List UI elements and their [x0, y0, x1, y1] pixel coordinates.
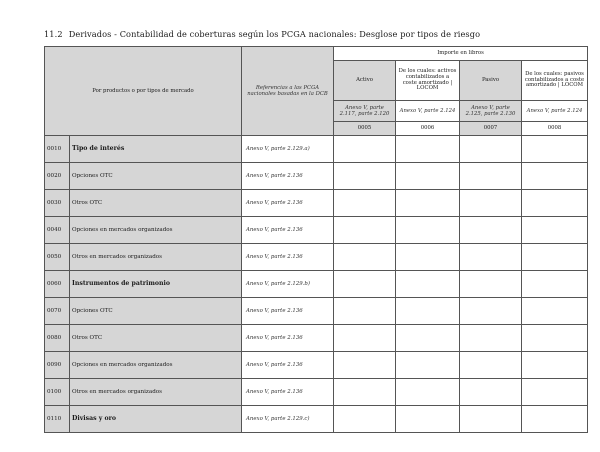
table-title — [44, 29, 594, 39]
row-reference: Anexo V, parte 2.136 — [242, 190, 334, 217]
row-label: Otros OTC — [70, 325, 242, 352]
cell-0005[interactable] — [334, 325, 396, 352]
row-code: 0110 — [45, 406, 70, 433]
col-header-activo: Activo — [334, 61, 396, 101]
cell-0005[interactable] — [334, 379, 396, 406]
cell-0008[interactable] — [522, 163, 588, 190]
col-ref-0008: Anexo V, parte 2.124 — [522, 101, 588, 122]
cell-0008[interactable] — [522, 217, 588, 244]
row-code: 0100 — [45, 379, 70, 406]
cell-0006[interactable] — [396, 136, 460, 163]
cell-0008[interactable] — [522, 190, 588, 217]
cell-0005[interactable] — [334, 244, 396, 271]
row-label: Opciones OTC — [70, 298, 242, 325]
cell-0007[interactable] — [460, 217, 522, 244]
row-reference: Anexo V, parte 2.136 — [242, 325, 334, 352]
row-label: Otros OTC — [70, 190, 242, 217]
row-code: 0020 — [45, 163, 70, 190]
cell-0007[interactable] — [460, 325, 522, 352]
cell-0005[interactable] — [334, 298, 396, 325]
cell-0008[interactable] — [522, 244, 588, 271]
cell-0008[interactable] — [522, 298, 588, 325]
cell-0007[interactable] — [460, 244, 522, 271]
row-code: 0080 — [45, 325, 70, 352]
col-ref-0005: Anexo V, parte 2.117, parte 2.120 — [334, 101, 396, 122]
row-label: Opciones OTC — [70, 163, 242, 190]
importe-header: Importe en libros — [334, 47, 588, 61]
cell-0006[interactable] — [396, 163, 460, 190]
cell-0007[interactable] — [460, 163, 522, 190]
row-label: Opciones en mercados organizados — [70, 217, 242, 244]
row-reference: Anexo V, parte 2.136 — [242, 163, 334, 190]
row-code: 0030 — [45, 190, 70, 217]
row-label: Tipo de interés — [70, 136, 242, 163]
row-reference: Anexo V, parte 2.136 — [242, 244, 334, 271]
cell-0008[interactable] — [522, 136, 588, 163]
row-reference: Anexo V, parte 2.129.a) — [242, 136, 334, 163]
table-number: 11.2 — [44, 29, 63, 39]
cell-0005[interactable] — [334, 352, 396, 379]
cell-0006[interactable] — [396, 298, 460, 325]
hedge-accounting-table — [44, 46, 588, 433]
cell-0008[interactable] — [522, 352, 588, 379]
cell-0005[interactable] — [334, 271, 396, 298]
row-reference: Anexo V, parte 2.136 — [242, 298, 334, 325]
col-ref-0006: Anexo V, parte 2.124 — [396, 101, 460, 122]
cell-0007[interactable] — [460, 190, 522, 217]
row-code: 0060 — [45, 271, 70, 298]
table-title-text: Derivados - Contabilidad de coberturas según los PCGA nacionales: Desglose por tipos de riesgo — [68, 29, 481, 39]
cell-0006[interactable] — [396, 190, 460, 217]
row-code: 0050 — [45, 244, 70, 271]
cell-0008[interactable] — [522, 406, 588, 433]
cell-0007[interactable] — [460, 352, 522, 379]
col-header-activo-coste: De los cuales: activos contabilizados a coste amortizado | LOCOM — [396, 61, 460, 101]
row-label: Otros en mercados organizados — [70, 379, 242, 406]
col-ref-0007: Anexo V, parte 2.125, parte 2.130 — [460, 101, 522, 122]
row-code: 0090 — [45, 352, 70, 379]
cell-0007[interactable] — [460, 136, 522, 163]
cell-0005[interactable] — [334, 136, 396, 163]
row-label: Opciones en mercados organizados — [70, 352, 242, 379]
cell-0005[interactable] — [334, 406, 396, 433]
row-reference: Anexo V, parte 2.136 — [242, 379, 334, 406]
row-code: 0010 — [45, 136, 70, 163]
products-header: Por productos o por tipos de mercado — [45, 47, 242, 136]
row-code: 0040 — [45, 217, 70, 244]
references-header: Referencias a las PCGA nacionales basadas en la DCB — [242, 47, 334, 136]
row-reference: Anexo V, parte 2.129.b) — [242, 271, 334, 298]
col-header-pasivo: Pasivo — [460, 61, 522, 101]
cell-0005[interactable] — [334, 190, 396, 217]
cell-0006[interactable] — [396, 325, 460, 352]
row-label: Otros en mercados organizados — [70, 244, 242, 271]
cell-0006[interactable] — [396, 352, 460, 379]
cell-0007[interactable] — [460, 406, 522, 433]
cell-0008[interactable] — [522, 379, 588, 406]
cell-0006[interactable] — [396, 244, 460, 271]
cell-0006[interactable] — [396, 379, 460, 406]
col-code-0007: 0007 — [460, 122, 522, 136]
cell-0006[interactable] — [396, 406, 460, 433]
cell-0006[interactable] — [396, 271, 460, 298]
col-code-0008: 0008 — [522, 122, 588, 136]
row-reference: Anexo V, parte 2.136 — [242, 352, 334, 379]
row-label: Instrumentos de patrimonio — [70, 271, 242, 298]
cell-0007[interactable] — [460, 379, 522, 406]
cell-0008[interactable] — [522, 271, 588, 298]
row-label: Divisas y oro — [70, 406, 242, 433]
cell-0005[interactable] — [334, 217, 396, 244]
row-reference: Anexo V, parte 2.129.c) — [242, 406, 334, 433]
row-reference: Anexo V, parte 2.136 — [242, 217, 334, 244]
cell-0007[interactable] — [460, 271, 522, 298]
row-code: 0070 — [45, 298, 70, 325]
cell-0005[interactable] — [334, 163, 396, 190]
cell-0006[interactable] — [396, 217, 460, 244]
cell-0008[interactable] — [522, 325, 588, 352]
cell-0007[interactable] — [460, 298, 522, 325]
col-code-0005: 0005 — [334, 122, 396, 136]
col-code-0006: 0006 — [396, 122, 460, 136]
col-header-pasivo-coste: De los cuales: pasivos contabilizados a coste amortizado | LOCOM — [522, 61, 588, 101]
